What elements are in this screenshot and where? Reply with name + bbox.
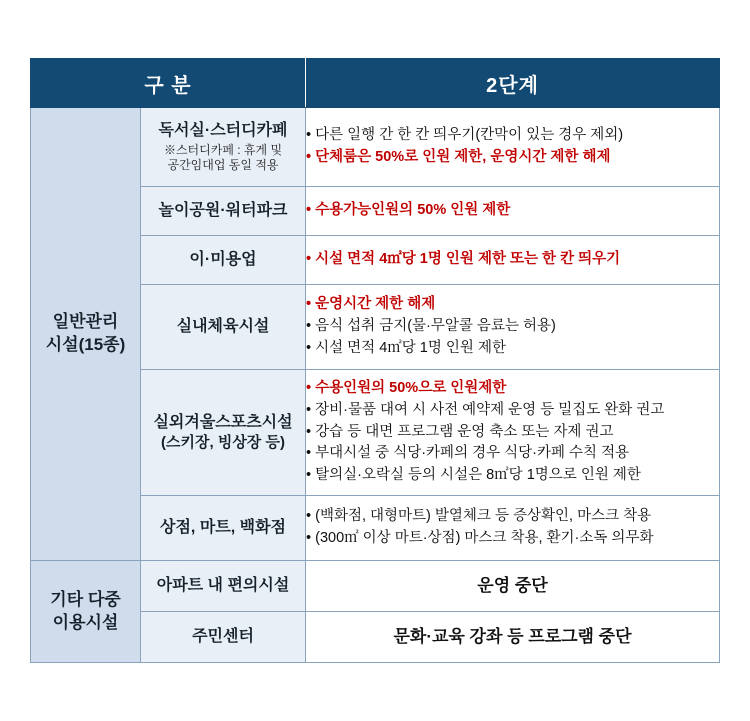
- measures-cell-studycafe: [306, 108, 720, 187]
- facility-label: 놀이공원·워터파크: [158, 201, 288, 219]
- facility-cell-wintersports: [141, 370, 306, 496]
- facility-label: 독서실·스터디카페: [158, 121, 288, 139]
- measure-item: • 수용인원의 50%으로 인원제한: [306, 380, 507, 397]
- measure-item: • (300㎡ 이상 마트·상점) 마스크 착용, 환기·소독 의무화: [306, 530, 654, 546]
- facility-note-line1: ※스터디카페 : 휴게 및: [163, 143, 283, 158]
- category-label-line1: 일반관리: [52, 312, 119, 332]
- measure-item: • 단체룸은 50%로 인원 제한, 운영시간 제한 해제: [306, 149, 611, 165]
- measures-cell-amusementpark: [306, 187, 720, 236]
- facility-cell-beauty: [141, 236, 306, 285]
- facility-label: 이·미용업: [189, 250, 257, 268]
- facility-label: 실외겨울스포츠시설: [153, 413, 293, 431]
- facility-cell-indoorsports: [141, 285, 306, 370]
- header-stage: 2단계: [306, 59, 720, 108]
- measures-cell-indoorsports: [306, 285, 720, 370]
- facility-cell-apartment: [141, 561, 306, 612]
- measures-table: [30, 58, 720, 663]
- facility-cell-communitycenter: [141, 612, 306, 663]
- category-label-line2: 시설(15종): [45, 335, 126, 354]
- measure-item: • 강습 등 대면 프로그램 운영 축소 또는 자제 권고: [306, 423, 614, 440]
- facility-note-line2: 공간임대업 동일 적용: [167, 158, 279, 173]
- measure-item: • 시설 면적 4㎡당 1명 인원 제한: [306, 339, 506, 356]
- measure-item: • 탈의실·오락실 등의 시설은 8㎡당 1명으로 인원 제한: [306, 467, 641, 484]
- facility-sublabel: (스키장, 빙상장 등): [161, 433, 285, 451]
- measures-cell-communitycenter: 문화·교육 강좌 등 프로그램 중단: [306, 612, 720, 663]
- facility-cell-stores: [141, 496, 306, 561]
- measures-cell-stores: [306, 496, 720, 561]
- facility-cell-amusementpark: [141, 187, 306, 236]
- measure-item: • 시설 면적 4㎡당 1명 인원 제한 또는 한 칸 띄우기: [306, 251, 621, 268]
- measure-item: • 운영시간 제한 해제: [306, 296, 436, 313]
- category-label-line1: 기타 다중: [50, 589, 121, 609]
- measures-cell-apartment: 운영 중단: [306, 561, 720, 612]
- facility-cell-studycafe: [141, 108, 306, 187]
- table-header-row: [31, 59, 720, 108]
- facility-label: 상점, 마트, 백화점: [160, 518, 286, 536]
- measure-item: • 다른 일행 간 한 칸 띄우기(칸막이 있는 경우 제외): [306, 127, 624, 144]
- facility-label: 아파트 내 편의시설: [156, 576, 290, 594]
- measure-item: • (백화점, 대형마트) 발열체크 등 증상확인, 마스크 착용: [306, 508, 652, 525]
- category-cell-general: [31, 108, 141, 561]
- measure-item: • 장비·물품 대여 시 사전 예약제 운영 등 밀집도 완화 권고: [306, 401, 665, 418]
- measures-cell-wintersports: [306, 370, 720, 496]
- measure-item: • 음식 섭취 금지(물·무알콜 음료는 허용): [306, 318, 556, 335]
- header-division: 구 분: [31, 59, 306, 108]
- category-label-line2: 이용시설: [52, 612, 119, 632]
- measure-item: • 수용가능인원의 50% 인원 제한: [306, 202, 511, 219]
- category-cell-other: [31, 561, 141, 663]
- facility-label: 주민센터: [192, 627, 254, 645]
- table-row: [31, 561, 720, 612]
- measure-item: • 부대시설 중 식당·카페의 경우 식당·카페 수칙 적용: [306, 445, 630, 462]
- facility-label: 실내체육시설: [176, 317, 270, 335]
- table-row: [31, 108, 720, 187]
- measures-cell-beauty: [306, 236, 720, 285]
